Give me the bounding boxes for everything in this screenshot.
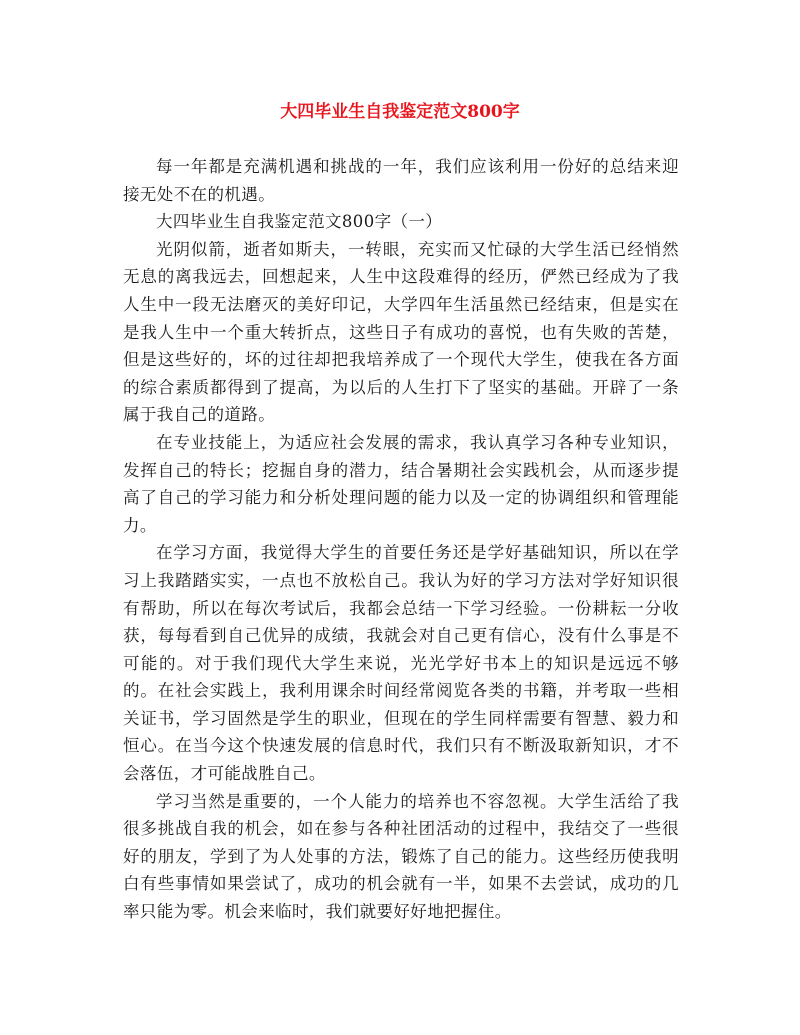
body-paragraph: 在学习方面，我觉得大学生的首要任务还是学好基础知识，所以在学习上我踏踏实实，一点也不放松自己。我认为好的学习方法对学好知识很有帮助，所以在每次考试后，我都会总结一下学习经验。一份耕耘一分收获，每每看到自己优异的成绩，我就会对自己更有信心，没有什么事是不可能的。对于我们现代大学生来说，光光学好书本上的知识是远远不够的。在社会实践上，我利用课余时间经常阅览各类的书籍，并考取一些相关证书，学习固然是学生的职业，但现在的学生同样需要有智慧、毅力和恒心。在当今这个快速发展的信息时代，我们只有不断汲取新知识，才不会落伍，才可能战胜自己。	[123, 543, 679, 784]
body-paragraph: 学习当然是重要的，一个人能力的培养也不容忽视。大学生活给了我很多挑战自我的机会，如在参与各种社团活动的过程中，我结交了一些很好的朋友，学到了为人处事的方法，锻炼了自己的能力。这些经历使我明白有些事情如果尝试了，成功的机会就有一半，如果不去尝试，成功的几率只能为零。机会来临时，我们就要好好地把握住。	[123, 791, 679, 922]
document-body	[123, 153, 679, 926]
intro-paragraph: 每一年都是充满机遇和挑战的一年，我们应该利用一份好的总结来迎接无处不在的机遇。	[123, 157, 679, 204]
body-paragraph: 在专业技能上，为适应社会发展的需求，我认真学习各种专业知识，发挥自己的特长；挖掘自身的潜力，结合暑期社会实践机会，从而逐步提高了自己的学习能力和分析处理问题的能力以及一定的协调组织和管理能力。	[123, 432, 679, 535]
section-heading: 大四毕业生自我鉴定范文800字（一）	[156, 212, 443, 232]
body-paragraph: 光阴似箭，逝者如斯夫，一转眼，充实而又忙碌的大学生活已经悄然无息的离我远去，回想起来，人生中这段难得的经历，俨然已经成为了我人生中一段无法磨灭的美好印记，大学四年生活虽然已经结束，但是实在是我人生中一个重大转折点，这些日子有成功的喜悦，也有失败的苦楚，但是这些好的，坏的过往却把我培养成了一个现代大学生，使我在各方面的综合素质都得到了提高，为以后的人生打下了坚实的基础。开辟了一条属于我自己的道路。	[123, 239, 679, 425]
document-title: 大四毕业生自我鉴定范文800字	[280, 102, 520, 122]
